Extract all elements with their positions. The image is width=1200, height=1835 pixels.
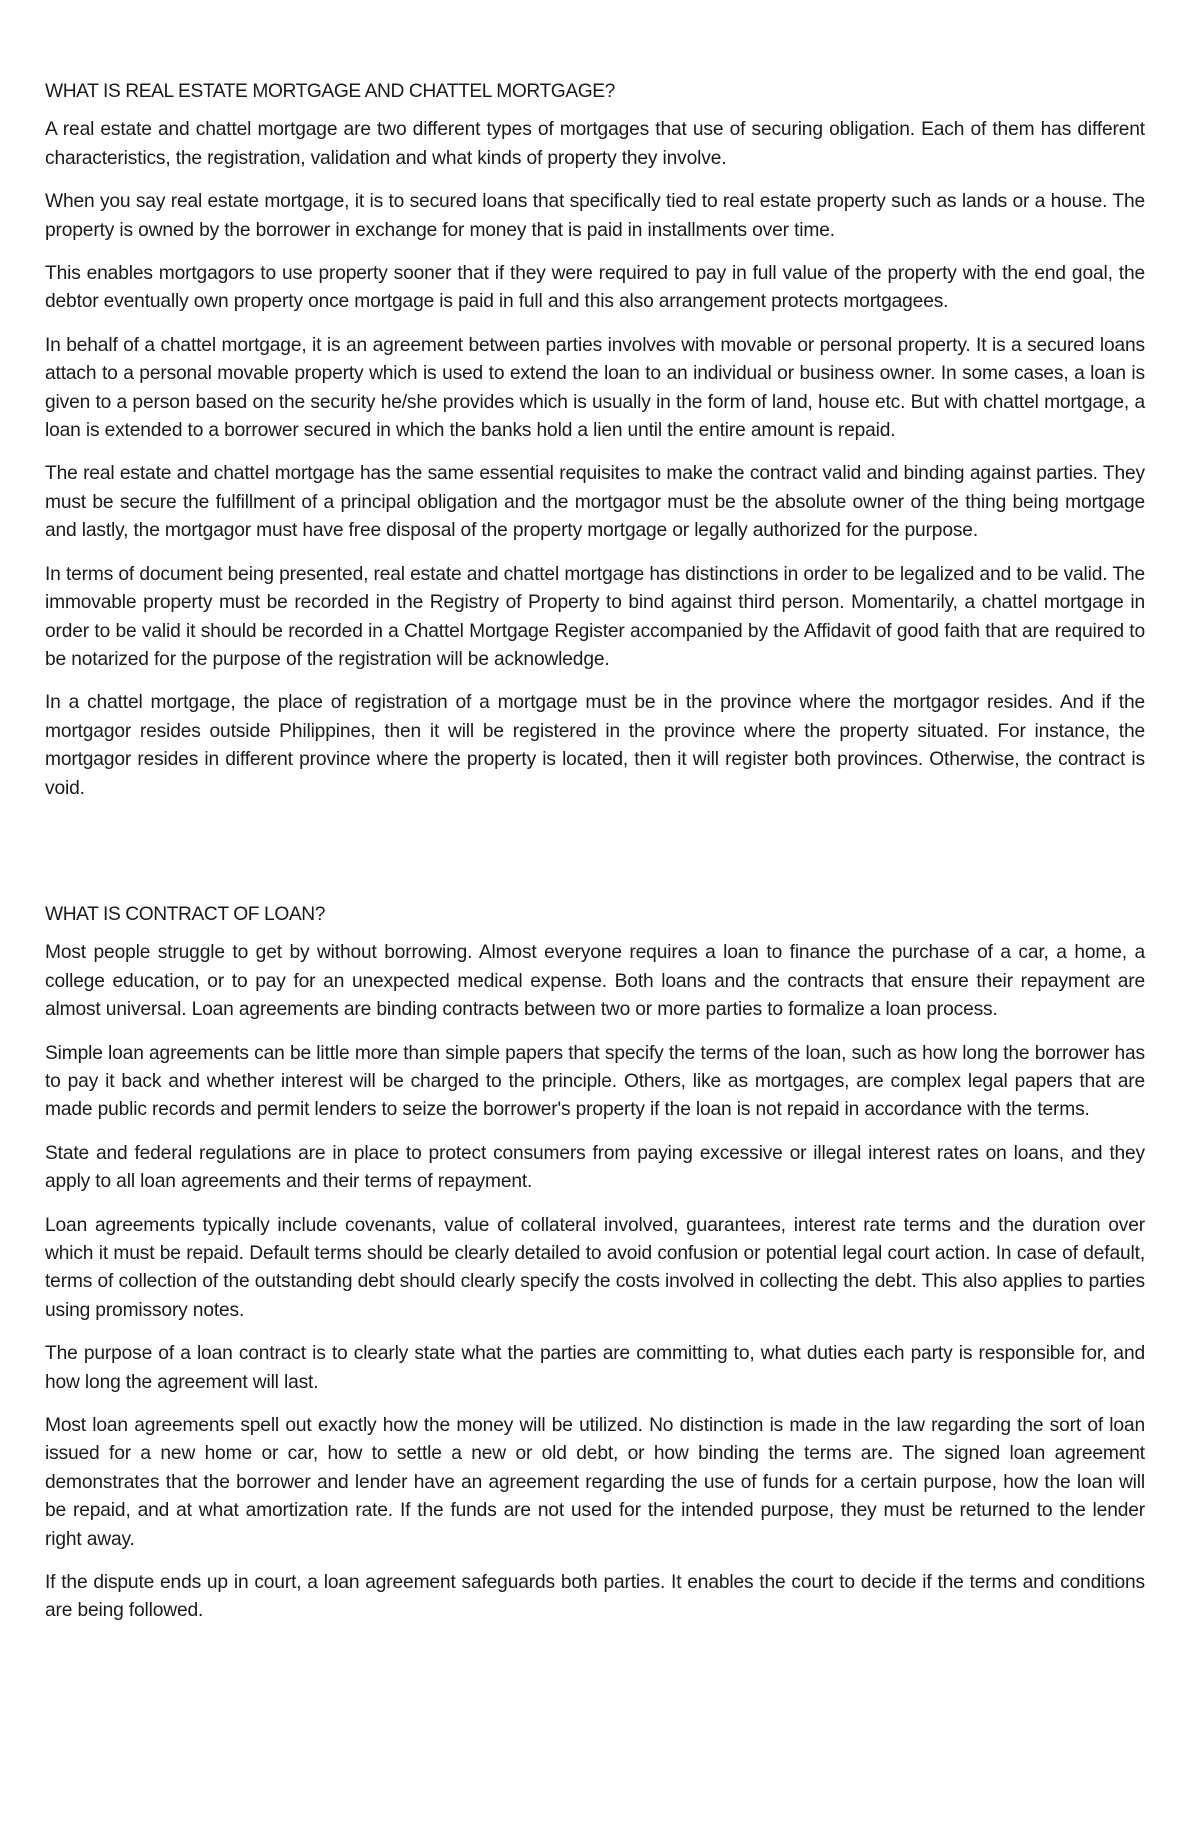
section-mortgage [45,78,1145,803]
paragraph: In behalf of a chattel mortgage, it is an agreement between parties involves with movable or personal property. It is a secured loans attach to a personal movable property which is used to extend the loan to an individual or business owner. In some cases, a loan is given to a person based on the security he/she provides which is usually in the form of land, house etc. But with chattel mortgage, a loan is extended to a borrower secured in which the banks hold a lien until the entire amount is repaid. [45,334,1145,442]
paragraph: When you say real estate mortgage, it is to secured loans that specifically tied to real estate property such as lands or a house. The property is owned by the borrower in exchange for money that is paid in installments over time. [45,191,1145,241]
paragraph: Simple loan agreements can be little more than simple papers that specify the terms of the loan, such as how long the borrower has to pay it back and whether interest will be charged to the principle. Others, like as mortgages, are complex legal papers that are made public records and permit lenders to seize the borrower's property if the loan is not repaid in accordance with the terms. [45,1042,1145,1121]
section-spacer [45,818,1145,901]
section-heading: WHAT IS CONTRACT OF LOAN? [45,903,325,925]
paragraph: Most people struggle to get by without borrowing. Almost everyone requires a loan to finance the purchase of a car, a home, a college education, or to pay for an unexpected medical expense. Both loans and the contracts that ensure their repayment are almost universal. Loan agreements are binding contracts between two or more parties to formalize a loan process. [45,942,1145,1021]
paragraph: State and federal regulations are in place to protect consumers from paying excessive or illegal interest rates on loans, and they apply to all loan agreements and their terms of repayment. [45,1142,1145,1193]
paragraph: The purpose of a loan contract is to clearly state what the parties are committing to, what duties each party is responsible for, and how long the agreement will last. [45,1343,1145,1393]
document-body [45,78,1145,1641]
paragraph: If the dispute ends up in court, a loan agreement safeguards both parties. It enables the court to decide if the terms and conditions are being followed. [45,1572,1145,1622]
section-heading: WHAT IS REAL ESTATE MORTGAGE AND CHATTEL MORTGAGE? [45,81,615,102]
paragraph: In terms of document being presented, real estate and chattel mortgage has distinctions in order to be legalized and to be valid. The immovable property must be recorded in the Registry of Property to bind against third person. Momentarily, a chattel mortgage in order to be valid it should be recorded in a Chattel Mortgage Register accompanied by the Affidavit of good faith that are required to be notarized for the purpose of the registration will be acknowledge. [45,563,1145,670]
paragraph: This enables mortgagors to use property sooner that if they were required to pay in full value of the property with the end goal, the debtor eventually own property once mortgage is paid in full and this also arrangement protects mortgagees. [45,263,1145,313]
paragraph: A real estate and chattel mortgage are two different types of mortgages that use of securing obligation. Each of them has different characteristics, the registration, validation and what kinds of property they involve. [45,119,1145,169]
paragraph: Most loan agreements spell out exactly how the money will be utilized. No distinction is made in the law regarding the sort of loan issued for a new home or car, how to settle a new or old debt, or how binding the terms are. The signed loan agreement demonstrates that the borrower and lender have an agreement regarding the use of funds for a certain purpose, how the loan will be repaid, and at what amortization rate. If the funds are not used for the intended purpose, they must be returned to the lender right away. [45,1415,1145,1550]
paragraph: In a chattel mortgage, the place of registration of a mortgage must be in the province where the mortgagor resides. And if the mortgagor resides outside Philippines, then it will be registered in the province where the property situated. For instance, the mortgagor resides in different province where the property is located, then it will register both provinces. Otherwise, the contract is void. [45,692,1145,799]
paragraph: The real estate and chattel mortgage has the same essential requisites to make the contract valid and binding against parties. They must be secure the fulfillment of a principal obligation and the mortgagor must be the absolute owner of the thing being mortgage and lastly, the mortgagor must have free disposal of the property mortgage or legally authorized for the purpose. [45,463,1145,542]
section-contract-of-loan [45,901,1145,1626]
paragraph: Loan agreements typically include covenants, value of collateral involved, guarantees, interest rate terms and the duration over which it must be repaid. Default terms should be clearly detailed to avoid confusion or potential legal court action. In case of default, terms of collection of the outstanding debt should clearly specify the costs involved in collecting the debt. This also applies to parties using promissory notes. [45,1214,1145,1321]
